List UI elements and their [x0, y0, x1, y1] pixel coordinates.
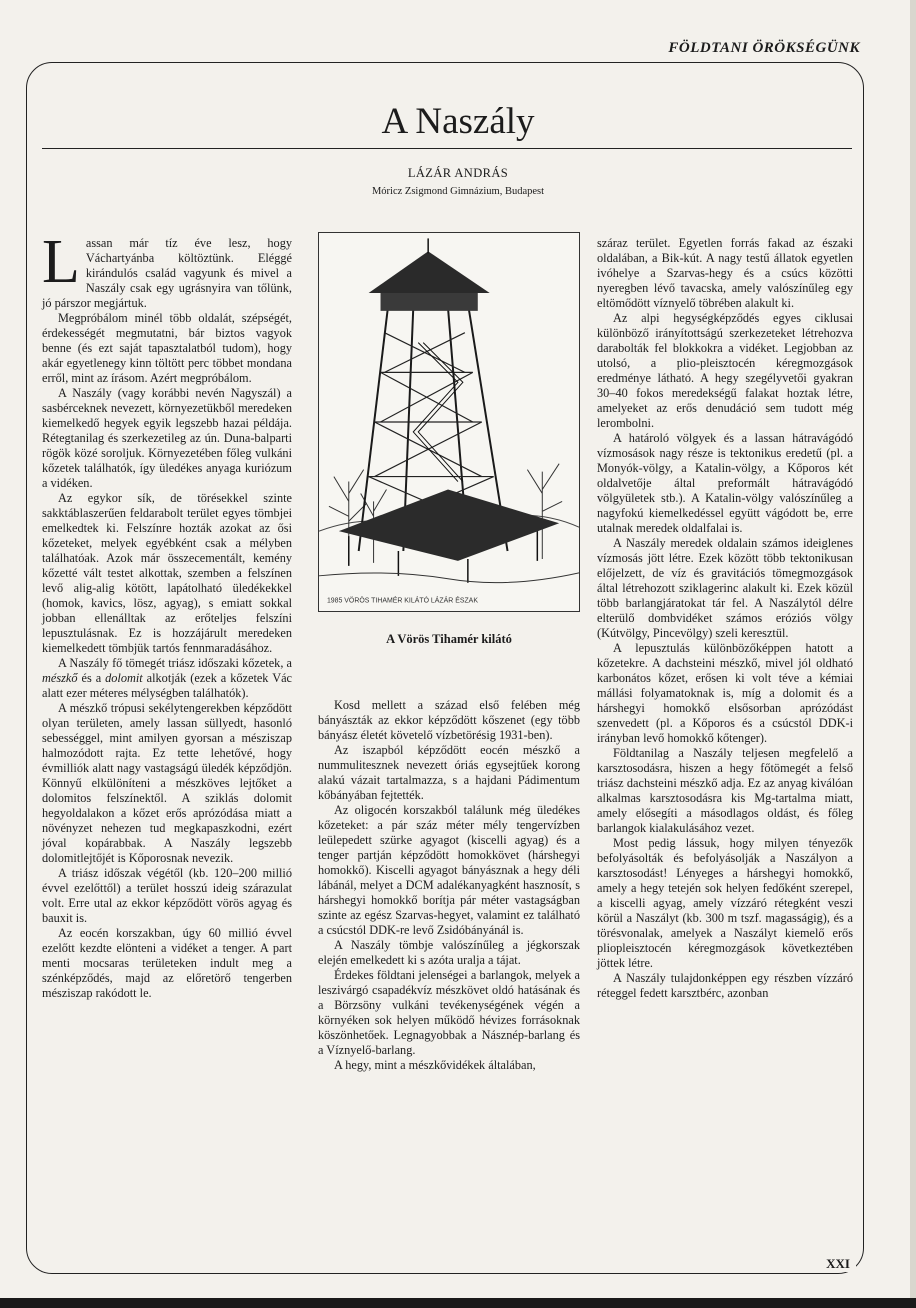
title-rule	[42, 148, 852, 149]
paragraph: A Naszály tulajdonképpen egy részben vízzáró réteggel fedett karsztbérc, azonban	[597, 971, 853, 1000]
column-2	[318, 698, 580, 1073]
binding-edge	[910, 0, 916, 1308]
paragraph: Földtanilag a Naszály teljesen megfelelő a karsztosodásra, hiszen a hegy főtömegét a felső triász dachsteini mészkő adja. Ez az anyag kiválóan alkalmas karsztosodásra kis Mg-tartalma miatt, amely elősegíti a másodlagos oldást, és főleg barlangok kialakulásához vezet.	[597, 746, 853, 835]
bottom-edge-band	[0, 1298, 916, 1308]
article-title: A Naszály	[381, 101, 535, 142]
paragraph: Kosd mellett a század első felében még bányászták az ekkor képződött kőszenet (egy több bányász életét követelő vízbetörésig 1931-ben).	[318, 698, 580, 742]
paragraph: Érdekes földtani jelenségei a barlangok, melyek a leszivárgó csapadékvíz mészkövet oldó hatásának és a Börzsöny vulkáni tevékenységének végén a környéken sok helyen működő hévizes forrásoknak köszönhetőek. Legnagyobbak a Násznép-barlang és a Víznyelő-barlang.	[318, 968, 580, 1057]
term-dolomit: dolomit	[105, 671, 143, 685]
column-1	[42, 228, 292, 1001]
section-label: FÖLDTANI ÖRÖKSÉGÜNK	[668, 40, 860, 56]
article-author: LÁZÁR ANDRÁS	[407, 166, 509, 180]
paragraph: Lassan már tíz éve lesz, hogy Váchartyánba költöztünk. Eléggé kirándulós család vagyunk és mivel a Naszály csak egy ugrásnyira van tőlünk, jó párszor megjártuk.	[42, 228, 292, 310]
paragraph: A triász időszak végétől (kb. 120–200 millió évvel ezelőttől) a terület hosszú ideig szárazulat volt. Erre utal az ekkor képződött vörös agyag és bauxit is.	[42, 866, 292, 925]
paragraph: Az eocén korszakban, úgy 60 millió évvel ezelőtt kezdte elönteni a vidéket a tenger. A part menti mocsaras területeken indult meg a szénképződés, majd az előretörő tengerben mésziszap rakódott le.	[42, 926, 292, 1000]
paragraph: Most pedig lássuk, hogy milyen tényezők befolyásolták és befolyásolják a Naszályon a karsztosodást! Lényeges a hárshegyi homokkő, amely a hegy tetején sok helyen fedőként szerepel, a kiscelli agyag, amely vízzáró rétegként veszi körül a Naszályt (kb. 300 m tszf. magasságig), és a törésvonalak, amelyek a Naszályt kiemelő erős pliopleisztocén kéregmozgások következtében jöttek létre.	[597, 836, 853, 970]
paragraph: A Naszály (vagy korábbi nevén Nagyszál) a sasbérceknek nevezett, környezetükből meredeken kiemelkedő hegyek egyik legszebb hazai példája. Rétegtanilag és szerkezetileg az ún. Duna-balparti rögök közé soroljuk. Környezetében főleg vulkáni kőzetek találhatók, így üledékes anyaga kuriózum a vidéken.	[42, 386, 292, 490]
paragraph: A lepusztulás különbözőképpen hatott a kőzetekre. A dachsteini mészkő, mivel jól oldható karbonátos kőzet, erősen ki volt téve a kémiai mállási folyamatoknak is, míg a dolomit és a hárshegyi homokkő elsősorban aprózódást szenvedett (pl. a Kőporos és a csúcstól DDK-i irányban levő homokkő kőtenger).	[597, 641, 853, 745]
paragraph: Az alpi hegységképződés egyes ciklusai különböző irányítottságú szerkezeteket létrehozva darabolták fel blokkokra a vidéket. Legjobban az utolsó, a plio-pleisztocén kéregmozgások eredménye látható. A hegy szegélyvetői gyakran 30–40 fokos meredekségű falakat hoztak létre, amelyeket az erős denudáció sem tudott még lerombolni.	[597, 311, 853, 430]
author-affiliation: Móricz Zsigmond Gimnázium, Budapest	[371, 186, 545, 197]
paragraph: A Naszály meredek oldalain számos ideiglenes vízmosás jött létre. Ezek között több tektonikusan előjelzett, de víz és gravitációs tömegmozgások által létrehozott sziklagerinc alakult ki. Ezek közül több barlangjáratokat tár fel. A Naszálytól délre elterülő dombvidéket számos eróziós völgy (Kútvölgy, Pincevölgy) szeli keresztül.	[597, 536, 853, 640]
page-number: XXI	[820, 1256, 856, 1272]
paragraph: száraz terület. Egyetlen forrás fakad az északi oldalában, a Bik-kút. A nagy testű állatok egyetlen ivóhelye a Szarvas-hegy és a csúcs közötti nyeregben lévő tavacska, amely valószínűleg egy eltömődött víznyelő töbrében alakult ki.	[597, 236, 853, 310]
column-3	[597, 236, 853, 1001]
paragraph: A határoló völgyek és a lassan hátravágódó vízmosások nagy része is tektonikus eredetű (pl. a Monyók-völgy, a Katalin-völgy, a Kőporos két oldalvetője által preformált hátravágódó völgyületek stb.). A Katalin-völgy valószínűleg a nagyfokú kiemelkedéssel együtt vágódott be, erre utalnak meredek oldalfalai is.	[597, 431, 853, 535]
tower-illustration	[318, 232, 580, 612]
drop-cap: L	[42, 228, 80, 296]
paragraph: A Naszály fő tömegét triász időszaki kőzetek, a mészkő és a dolomit alkotják (ezek a kőzetek Vác alatt ezer méteres mélységben találhatók).	[42, 656, 292, 700]
paragraph: A Naszály tömbje valószínűleg a jégkorszak elején emelkedett ki s azóta uralja a tájat.	[318, 938, 580, 967]
lookout-tower-drawing	[319, 233, 579, 611]
paragraph: A hegy, mint a mészkővidékek általában,	[334, 1058, 536, 1072]
term-meszko: mészkő	[42, 671, 78, 685]
paragraph: Az oligocén korszakból találunk még üledékes kőzeteket: a pár száz méter mély tengervízben leülepedett szürke agyagot (kiscelli agyag) és a tenger partján képződött homokkövet (hárshegyi homokkő). Kiscelli agyagot bányásznak a hegy déli lábánál, melyet a DCM adalékanyagként hasznosít, s hárshegyi homokkő borítja pár méter vastagságban szinte az egész Szarvas-hegyet, valamint ez található a csúcstól DDK-re levő Zsidóbányánál is.	[318, 803, 580, 937]
paragraph: Megpróbálom minél több oldalát, szépségét, érdekességét megmutatni, bár biztos vagyok benne (és ezt saját tapasztalatból tudom), hogy akár egyetlenegy kinn töltött perc többet mondana erről, mint az írásom. Azért megpróbálom.	[42, 311, 292, 385]
paragraph: A mészkő trópusi sekélytengerekben képződött olyan területen, amely lassan süllyedt, hasonló sebességgel, mint amilyen gyorsan a mésziszap halmozódott rajta. Ez tette lehetővé, hogy évmilliók alatt nagy vastagságú üledék képződjön. Könnyű elkülöníteni a mészköves lejtőket a dolomitos felszínektől. A sziklás dolomit hegyoldalakon a kőzet erős aprózódása miatt a növényzet nehezen tud megkapaszkodni, ezért jóval kopárabbak. A Naszály legszebb dolomitlejtőjét is Kőporosnak nevezik.	[42, 701, 292, 865]
drawing-inscription: 1985 VÖRÖS TIHAMÉR KILÁTÓ LÁZÁR ÉSZAK	[326, 597, 478, 605]
paragraph: Az iszapból képződött eocén mészkő a nummulitesznek nevezett óriás egysejtűek korong alakú vázait tartalmazza, s a hajdani Pádimentum kőbányában fejtették.	[318, 743, 580, 802]
paragraph: Az egykor sík, de törésekkel szinte sakktáblaszerűen feldarabolt terület egyes tömbjei emelkedtek ki. Felszínre hozták azokat az ősi kőzeteket, melyek egyébként csak a mélyben találhatóak. Azok már összecementált, kemény kőzetté vált testet alkottak, szemben a felszínen levő alig-alig kötött, lapátolható üledékekkel (homok, kavics, lösz, agyag), s emiatt sokkal jobban ellenálltak az erőteljes felszíni lepusztulásnak. Ez is hozzájárult meredeken kiemelkedett tömbjük tartós fennmaradásához.	[42, 491, 292, 655]
figure-caption: A Vörös Tihamér kilátó	[386, 632, 512, 646]
